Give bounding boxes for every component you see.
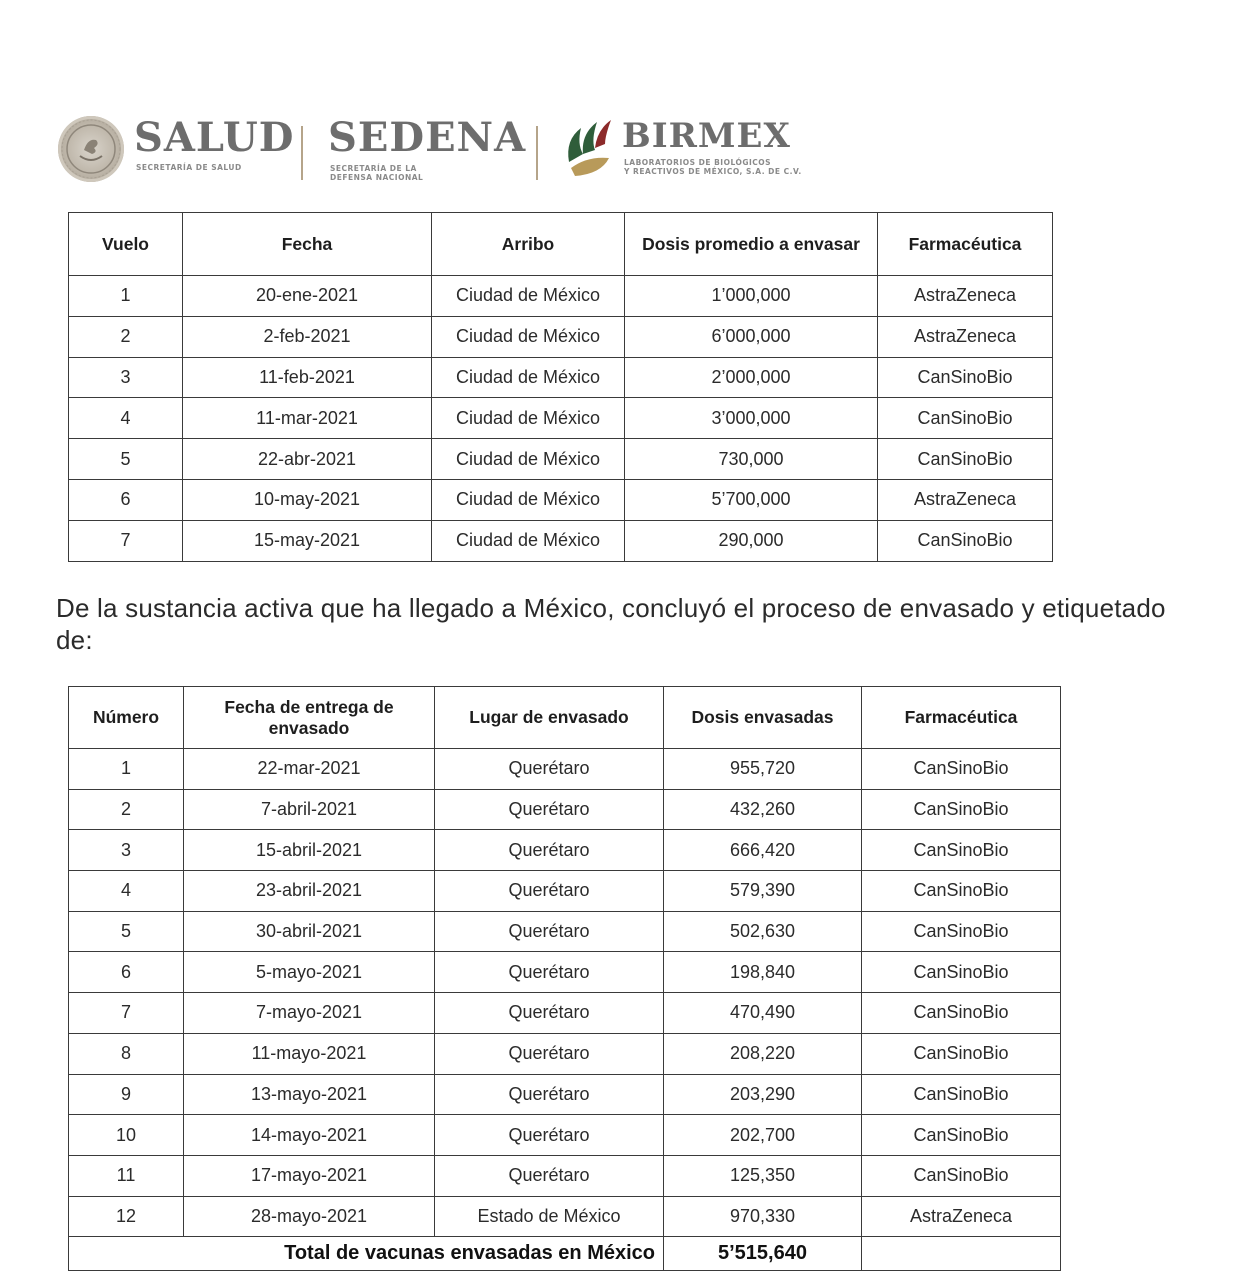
cell-vuelo: 2 xyxy=(69,316,183,357)
cell-dosis: 730,000 xyxy=(625,439,878,480)
cell-farmaceutica: CanSinoBio xyxy=(862,749,1061,790)
cell-arribo: Ciudad de México xyxy=(432,520,625,561)
cell-farmaceutica: CanSinoBio xyxy=(878,398,1053,439)
cell-arribo: Ciudad de México xyxy=(432,316,625,357)
cell-farmaceutica: CanSinoBio xyxy=(878,520,1053,561)
table-row xyxy=(69,1033,1061,1074)
cell-fecha: 11-feb-2021 xyxy=(183,357,432,398)
cell-arribo: Ciudad de México xyxy=(432,357,625,398)
cell-dosis-envasadas: 125,350 xyxy=(664,1155,862,1196)
salud-logo-text: SALUD xyxy=(134,114,295,161)
total-value: 5’515,640 xyxy=(664,1237,862,1271)
table-row xyxy=(69,1074,1061,1115)
cell-vuelo: 6 xyxy=(69,479,183,520)
cell-dosis-envasadas: 203,290 xyxy=(664,1074,862,1115)
cell-fecha-entrega: 11-mayo-2021 xyxy=(184,1033,435,1074)
cell-farmaceutica: CanSinoBio xyxy=(878,439,1053,480)
cell-farmaceutica: CanSinoBio xyxy=(862,1074,1061,1115)
cell-arribo: Ciudad de México xyxy=(432,276,625,317)
birmex-logo-subtitle: LABORATORIOS DE BIOLÓGICOS Y REACTIVOS DE MÉXICO, S.A. DE C.V. xyxy=(624,158,802,176)
cell-lugar: Querétaro xyxy=(435,871,664,912)
flights-table xyxy=(68,212,1053,562)
cell-fecha-entrega: 22-mar-2021 xyxy=(184,749,435,790)
column-header-fecha: Fecha xyxy=(183,213,432,276)
cell-dosis-envasadas: 579,390 xyxy=(664,871,862,912)
column-header-farmaceutica: Farmacéutica xyxy=(878,213,1053,276)
cell-dosis-envasadas: 502,630 xyxy=(664,911,862,952)
cell-numero: 8 xyxy=(69,1033,184,1074)
table-row xyxy=(69,520,1053,561)
cell-dosis: 5’700,000 xyxy=(625,479,878,520)
cell-lugar: Querétaro xyxy=(435,1033,664,1074)
cell-fecha-entrega: 30-abril-2021 xyxy=(184,911,435,952)
cell-farmaceutica: AstraZeneca xyxy=(878,479,1053,520)
cell-arribo: Ciudad de México xyxy=(432,479,625,520)
cell-numero: 10 xyxy=(69,1115,184,1156)
cell-farmaceutica: CanSinoBio xyxy=(862,952,1061,993)
salud-logo-subtitle: SECRETARÍA DE SALUD xyxy=(136,163,242,172)
cell-vuelo: 7 xyxy=(69,520,183,561)
column-header-fecha-entrega: Fecha de entrega de envasado xyxy=(184,687,435,749)
cell-farmaceutica: CanSinoBio xyxy=(878,357,1053,398)
table-header-row xyxy=(69,213,1053,276)
cell-dosis-envasadas: 208,220 xyxy=(664,1033,862,1074)
cell-farmaceutica: CanSinoBio xyxy=(862,911,1061,952)
cell-fecha: 10-may-2021 xyxy=(183,479,432,520)
cell-lugar: Querétaro xyxy=(435,1074,664,1115)
cell-arribo: Ciudad de México xyxy=(432,398,625,439)
cell-farmaceutica: AstraZeneca xyxy=(878,276,1053,317)
cell-farmaceutica: CanSinoBio xyxy=(862,871,1061,912)
column-header-farmaceutica: Farmacéutica xyxy=(862,687,1061,749)
cell-dosis-envasadas: 432,260 xyxy=(664,789,862,830)
cell-farmaceutica: AstraZeneca xyxy=(862,1196,1061,1237)
cell-dosis: 2’000,000 xyxy=(625,357,878,398)
table-row xyxy=(69,830,1061,871)
cell-farmaceutica: CanSinoBio xyxy=(862,1115,1061,1156)
cell-vuelo: 5 xyxy=(69,439,183,480)
cell-farmaceutica: CanSinoBio xyxy=(862,993,1061,1034)
table-row xyxy=(69,911,1061,952)
cell-vuelo: 4 xyxy=(69,398,183,439)
column-header-numero: Número xyxy=(69,687,184,749)
table-row xyxy=(69,952,1061,993)
cell-fecha-entrega: 17-mayo-2021 xyxy=(184,1155,435,1196)
cell-numero: 2 xyxy=(69,789,184,830)
summary-paragraph: De la sustancia activa que ha llegado a México, concluyó el proceso de envasado y etiquetado de: xyxy=(56,593,1166,655)
table-row xyxy=(69,749,1061,790)
cell-lugar: Querétaro xyxy=(435,993,664,1034)
table-row xyxy=(69,357,1053,398)
birmex-logo-text: BIRMEX xyxy=(622,116,791,156)
cell-fecha-entrega: 14-mayo-2021 xyxy=(184,1115,435,1156)
cell-numero: 1 xyxy=(69,749,184,790)
table-row xyxy=(69,1196,1061,1237)
cell-fecha: 20-ene-2021 xyxy=(183,276,432,317)
logo-divider xyxy=(301,126,303,180)
cell-fecha-entrega: 7-mayo-2021 xyxy=(184,993,435,1034)
cell-dosis-envasadas: 666,420 xyxy=(664,830,862,871)
table-row xyxy=(69,316,1053,357)
column-header-dosis-envasadas: Dosis envasadas xyxy=(664,687,862,749)
birmex-logo-icon xyxy=(561,114,617,180)
cell-dosis-envasadas: 470,490 xyxy=(664,993,862,1034)
cell-dosis: 290,000 xyxy=(625,520,878,561)
cell-numero: 12 xyxy=(69,1196,184,1237)
cell-lugar: Querétaro xyxy=(435,1155,664,1196)
cell-fecha-entrega: 15-abril-2021 xyxy=(184,830,435,871)
cell-lugar: Querétaro xyxy=(435,830,664,871)
column-header-vuelo: Vuelo xyxy=(69,213,183,276)
cell-numero: 7 xyxy=(69,993,184,1034)
total-label: Total de vacunas envasadas en México xyxy=(69,1237,664,1271)
table-row xyxy=(69,276,1053,317)
header-logos xyxy=(56,110,816,190)
cell-vuelo: 3 xyxy=(69,357,183,398)
sedena-logo-text: SEDENA xyxy=(328,114,527,161)
cell-arribo: Ciudad de México xyxy=(432,439,625,480)
cell-numero: 3 xyxy=(69,830,184,871)
cell-dosis-envasadas: 198,840 xyxy=(664,952,862,993)
table-row xyxy=(69,1155,1061,1196)
cell-farmaceutica: AstraZeneca xyxy=(878,316,1053,357)
cell-fecha: 2-feb-2021 xyxy=(183,316,432,357)
cell-dosis: 6’000,000 xyxy=(625,316,878,357)
sedena-logo-subtitle: SECRETARÍA DE LA DEFENSA NACIONAL xyxy=(330,164,424,182)
table-row xyxy=(69,398,1053,439)
table-row xyxy=(69,993,1061,1034)
cell-farmaceutica: CanSinoBio xyxy=(862,1033,1061,1074)
table-row xyxy=(69,1115,1061,1156)
cell-lugar: Estado de México xyxy=(435,1196,664,1237)
cell-numero: 4 xyxy=(69,871,184,912)
total-empty-cell xyxy=(862,1237,1061,1271)
cell-farmaceutica: CanSinoBio xyxy=(862,1155,1061,1196)
cell-numero: 9 xyxy=(69,1074,184,1115)
cell-lugar: Querétaro xyxy=(435,1115,664,1156)
logo-divider xyxy=(536,126,538,180)
filling-table xyxy=(68,686,1061,1271)
cell-dosis-envasadas: 955,720 xyxy=(664,749,862,790)
cell-fecha: 11-mar-2021 xyxy=(183,398,432,439)
cell-fecha-entrega: 23-abril-2021 xyxy=(184,871,435,912)
cell-dosis: 1’000,000 xyxy=(625,276,878,317)
cell-numero: 6 xyxy=(69,952,184,993)
cell-lugar: Querétaro xyxy=(435,749,664,790)
table-row xyxy=(69,479,1053,520)
cell-farmaceutica: CanSinoBio xyxy=(862,789,1061,830)
cell-lugar: Querétaro xyxy=(435,952,664,993)
total-row xyxy=(69,1237,1061,1271)
table-row xyxy=(69,439,1053,480)
cell-dosis-envasadas: 970,330 xyxy=(664,1196,862,1237)
table-header-row xyxy=(69,687,1061,749)
cell-numero: 11 xyxy=(69,1155,184,1196)
column-header-arribo: Arribo xyxy=(432,213,625,276)
cell-dosis-envasadas: 202,700 xyxy=(664,1115,862,1156)
column-header-dosis-promedio: Dosis promedio a envasar xyxy=(625,213,878,276)
cell-fecha: 22-abr-2021 xyxy=(183,439,432,480)
cell-fecha: 15-may-2021 xyxy=(183,520,432,561)
cell-dosis: 3’000,000 xyxy=(625,398,878,439)
table-row xyxy=(69,871,1061,912)
cell-lugar: Querétaro xyxy=(435,789,664,830)
cell-fecha-entrega: 7-abril-2021 xyxy=(184,789,435,830)
cell-fecha-entrega: 28-mayo-2021 xyxy=(184,1196,435,1237)
cell-farmaceutica: CanSinoBio xyxy=(862,830,1061,871)
table-row xyxy=(69,789,1061,830)
national-seal-icon xyxy=(58,116,124,182)
cell-fecha-entrega: 13-mayo-2021 xyxy=(184,1074,435,1115)
column-header-lugar: Lugar de envasado xyxy=(435,687,664,749)
cell-vuelo: 1 xyxy=(69,276,183,317)
cell-fecha-entrega: 5-mayo-2021 xyxy=(184,952,435,993)
cell-lugar: Querétaro xyxy=(435,911,664,952)
cell-numero: 5 xyxy=(69,911,184,952)
